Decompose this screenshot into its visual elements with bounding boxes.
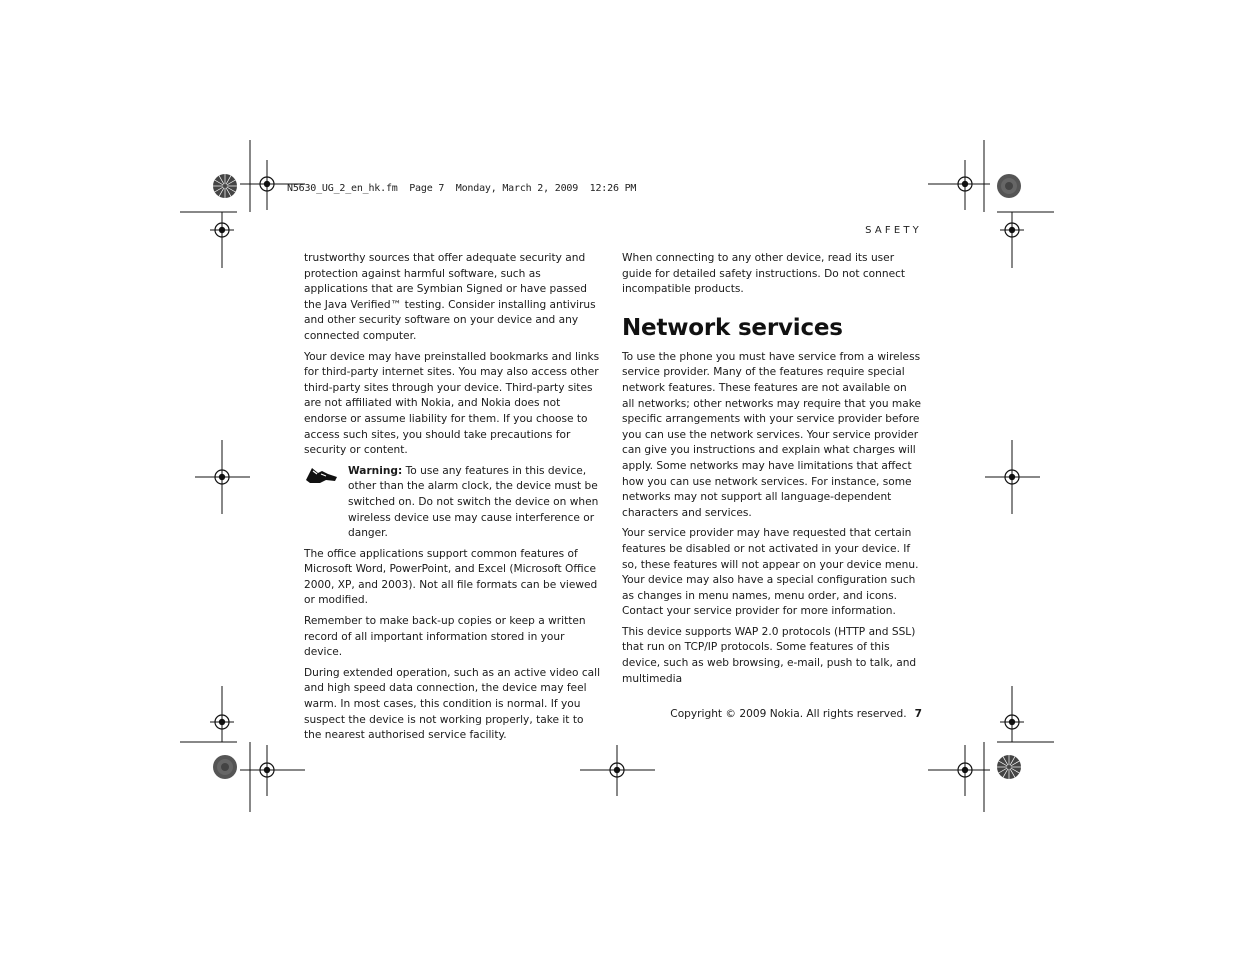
page-footer [622,708,922,720]
paragraph: Your service provider may have requested that certain features be disabled or not activated in your device. If so, these features will not appear on your device menu. Your device may also have a special configuration such as changes in menu names, menu order, and icons. Contact your service provider for more information. [622,527,919,618]
paragraph: When connecting to any other device, read its user guide for detailed safety instructions. Do not connect incompatible products. [622,252,906,296]
registration-mark-icon [210,710,234,734]
registration-mark-icon [210,465,234,489]
registration-mark-icon [1000,465,1024,489]
paragraph: Remember to make back-up copies or keep a written record of all important information stored in your device. [304,615,586,659]
section-header: SAFETY [865,225,922,236]
right-column [622,251,922,692]
warning-hand-icon [304,462,340,486]
paragraph: During extended operation, such as an active video call and high speed data connection, the device may feel warm. In most cases, this condition is normal. If you suspect the device is not working properly, take it to the nearest authorised service facility. [304,666,601,742]
file-slug: N5630_UG_2_en_hk.fm Page 7 Monday, March 2, 2009 12:26 PM [287,183,637,194]
warning-text: To use any features in this device, other than the alarm clock, the device must be switched on. Do not switch the device on when wireless device use may cause interference or danger. [348,464,599,540]
registration-mark-icon [1000,710,1024,734]
warning-note [304,464,604,542]
registration-mark-icon [210,218,234,242]
page-number: 7 [914,708,922,720]
color-target-icon [213,755,237,779]
warning-label: Warning: [348,464,403,477]
paragraph: This device supports WAP 2.0 protocols (HTTP and SSL) that run on TCP/IP protocols. Some features of this device, such as web browsing, e-mail, push to talk, and multimedia [622,625,917,685]
color-target-icon [997,174,1021,198]
color-target-icon [213,174,237,198]
section-heading: Network services [622,314,843,341]
registration-mark-icon [605,758,629,782]
paragraph: trustworthy sources that offer adequate security and protection against harmful software, such as applications that are Symbian Signed or have passed the Java Verified™ testing. Consider installing antivirus and other security software on your device and any connected computer. [304,252,596,342]
registration-mark-icon [1000,218,1024,242]
paragraph: To use the phone you must have service from a wireless service provider. Many of the features require special network features. These features are not available on all networks; other networks may require that you make specific arrangements with your service provider before you can use the network services. Your service provider can give you instructions and explain what charges will apply. Some networks may have limitations that affect how you can use network services. For instance, some networks may not support all language-dependent characters and services. [622,350,921,519]
left-column [304,251,604,749]
paragraph: The office applications support common features of Microsoft Word, PowerPoint, and Excel (Microsoft Office 2000, XP, and 2003). Not all file formats can be viewed or modified. [304,547,598,607]
copyright-text: Copyright © 2009 Nokia. All rights reserved. [670,708,907,720]
paragraph: Your device may have preinstalled bookmarks and links for third-party internet sites. You may also access other third-party sites through your device. Third-party sites are not affiliated with Nokia, and Nokia does not endorse or assume liability for them. If you choose to access such sites, you should take precautions for security or content. [304,350,600,457]
color-target-icon [997,755,1021,779]
